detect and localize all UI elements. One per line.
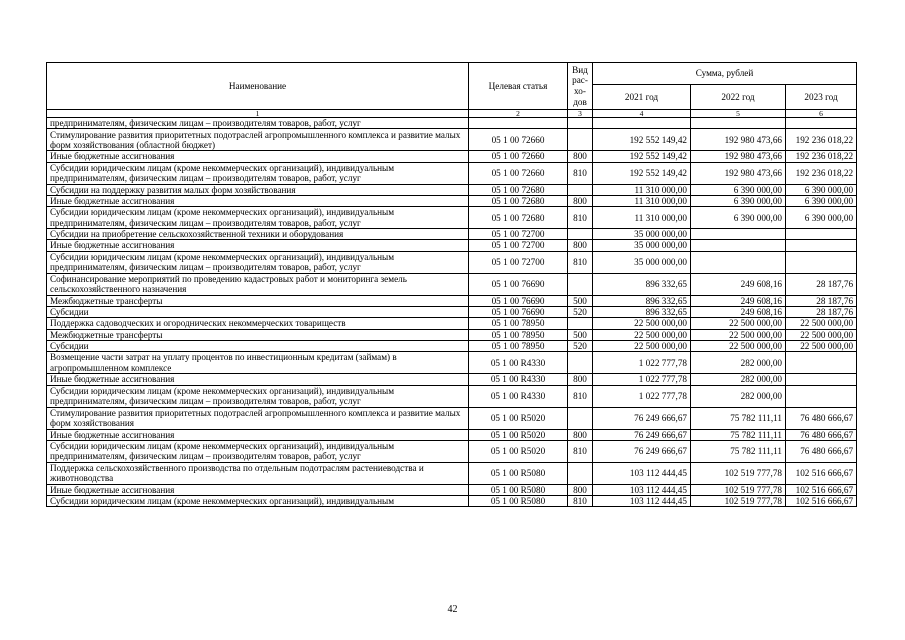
table-row [47,151,857,162]
cell-amount-2021: 1 022 777,78 [593,385,691,407]
cell-expense-type: 520 [568,340,593,351]
cell-expense-type: 500 [568,295,593,306]
budget-table [46,62,857,507]
cell-target-code: 05 1 00 72660 [469,129,568,151]
cell-amount-2023: 192 236 018,22 [786,151,857,162]
cell-name: Межбюджетные трансферты [47,295,469,306]
table-row [47,374,857,385]
cell-amount-2022 [691,118,786,129]
cell-amount-2023 [786,374,857,385]
table-row [47,462,857,484]
table-row [47,496,857,507]
cell-target-code: 05 1 00 R4330 [469,385,568,407]
cell-amount-2023: 22 500 000,00 [786,329,857,340]
cell-target-code: 05 1 00 R4330 [469,374,568,385]
header-2022: 2022 год [691,85,786,110]
cell-expense-type: 800 [568,484,593,495]
cell-amount-2021: 192 552 149,42 [593,129,691,151]
cell-amount-2022: 249 608,16 [691,307,786,318]
cell-expense-type [568,462,593,484]
cell-expense-type: 800 [568,151,593,162]
cell-amount-2022: 22 500 000,00 [691,340,786,351]
cell-expense-type [568,129,593,151]
cell-name: Софинансирование мероприятий по проведению кадастровых работ и мониторинга земель сельскохозяйственного назначения [47,273,469,295]
cell-name: Иные бюджетные ассигнования [47,484,469,495]
cell-amount-2022 [691,251,786,273]
cell-target-code: 05 1 00 R5080 [469,462,568,484]
cell-amount-2021: 1 022 777,78 [593,374,691,385]
cell-amount-2023 [786,251,857,273]
cell-amount-2023: 22 500 000,00 [786,340,857,351]
cell-amount-2023: 102 516 666,67 [786,462,857,484]
cell-expense-type: 810 [568,251,593,273]
cell-amount-2021: 76 249 666,67 [593,440,691,462]
cell-expense-type: 810 [568,385,593,407]
header-2021: 2021 год [593,85,691,110]
cell-target-code: 05 1 00 R5080 [469,496,568,507]
cell-name: Возмещение части затрат на уплату процентов по инвестиционным кредитам (займам) в агропромышленном комплексе [47,352,469,374]
cell-amount-2022: 22 500 000,00 [691,318,786,329]
cell-amount-2023 [786,352,857,374]
cell-amount-2023 [786,240,857,251]
cell-target-code: 05 1 00 78950 [469,329,568,340]
cell-name: Поддержка сельскохозяйственного производства по отдельным подотраслям растениеводства и животноводства [47,462,469,484]
cell-amount-2023: 28 187,76 [786,307,857,318]
cell-expense-type: 800 [568,374,593,385]
table-row [47,407,857,429]
cell-target-code: 05 1 00 R5020 [469,440,568,462]
column-number-row [47,110,857,118]
cell-expense-type [568,118,593,129]
table-row [47,329,857,340]
cell-amount-2021: 22 500 000,00 [593,329,691,340]
table-body [47,118,857,507]
cell-expense-type: 810 [568,162,593,184]
cell-amount-2021: 22 500 000,00 [593,340,691,351]
cell-target-code: 05 1 00 76690 [469,307,568,318]
cell-amount-2023 [786,229,857,240]
table-row [47,273,857,295]
cell-amount-2021: 896 332,65 [593,295,691,306]
cell-name: Межбюджетные трансферты [47,329,469,340]
cell-amount-2021: 11 310 000,00 [593,184,691,195]
cell-amount-2021: 76 249 666,67 [593,429,691,440]
table-row [47,229,857,240]
cell-expense-type: 520 [568,307,593,318]
cell-expense-type: 810 [568,440,593,462]
cell-target-code: 05 1 00 72660 [469,162,568,184]
cell-expense-type [568,273,593,295]
cell-expense-type: 800 [568,195,593,206]
cell-amount-2022: 192 980 473,66 [691,151,786,162]
cell-amount-2023: 102 516 666,67 [786,484,857,495]
cell-name: Иные бюджетные ассигнования [47,374,469,385]
cell-amount-2023: 6 390 000,00 [786,184,857,195]
header-target: Целевая статья [469,63,568,110]
table-row [47,484,857,495]
cell-name: Субсидии на приобретение сельскохозяйственной техники и оборудования [47,229,469,240]
table-row [47,295,857,306]
cell-target-code: 05 1 00 72680 [469,195,568,206]
cell-amount-2022: 282 000,00 [691,374,786,385]
cell-target-code: 05 1 00 78950 [469,340,568,351]
cell-name: предпринимателям, физическим лицам – производителям товаров, работ, услуг [47,118,469,129]
table-row [47,240,857,251]
cell-expense-type [568,352,593,374]
cell-expense-type: 800 [568,240,593,251]
cell-amount-2023: 102 516 666,67 [786,496,857,507]
cell-target-code [469,118,568,129]
cell-target-code: 05 1 00 72680 [469,184,568,195]
cell-amount-2023: 76 480 666,67 [786,429,857,440]
cell-amount-2021: 1 022 777,78 [593,352,691,374]
table-row [47,318,857,329]
cell-amount-2021: 896 332,65 [593,273,691,295]
cell-amount-2023: 28 187,76 [786,295,857,306]
cell-expense-type: 800 [568,429,593,440]
cell-amount-2022: 102 519 777,78 [691,462,786,484]
col-number: 1 [47,110,469,118]
cell-expense-type: 810 [568,496,593,507]
table-row [47,251,857,273]
table-row [47,307,857,318]
cell-amount-2021: 35 000 000,00 [593,240,691,251]
cell-name: Субсидии [47,340,469,351]
cell-target-code: 05 1 00 76690 [469,295,568,306]
cell-expense-type [568,229,593,240]
table-row [47,385,857,407]
col-number: 5 [691,110,786,118]
table-row [47,162,857,184]
cell-amount-2022: 249 608,16 [691,295,786,306]
cell-target-code: 05 1 00 R4330 [469,352,568,374]
cell-amount-2023: 76 480 666,67 [786,440,857,462]
cell-name: Субсидии юридическим лицам (кроме некоммерческих организаций), индивидуальным предпринимателям, физическим лицам – производителям товаров, работ, услуг [47,207,469,229]
cell-amount-2021 [593,118,691,129]
cell-amount-2022 [691,240,786,251]
cell-target-code: 05 1 00 72660 [469,151,568,162]
cell-amount-2021: 103 112 444,45 [593,462,691,484]
cell-name: Иные бюджетные ассигнования [47,429,469,440]
cell-amount-2021: 35 000 000,00 [593,229,691,240]
cell-amount-2021: 192 552 149,42 [593,162,691,184]
cell-amount-2022: 6 390 000,00 [691,207,786,229]
cell-amount-2022: 6 390 000,00 [691,184,786,195]
cell-amount-2022: 102 519 777,78 [691,484,786,495]
cell-amount-2022: 102 519 777,78 [691,496,786,507]
cell-target-code: 05 1 00 72700 [469,229,568,240]
cell-target-code: 05 1 00 72680 [469,207,568,229]
header-name: Наименование [47,63,469,110]
table-row [47,184,857,195]
cell-amount-2021: 76 249 666,67 [593,407,691,429]
cell-amount-2022: 282 000,00 [691,385,786,407]
col-number: 3 [568,110,593,118]
cell-amount-2021: 192 552 149,42 [593,151,691,162]
cell-name: Субсидии юридическим лицам (кроме некоммерческих организаций), индивидуальным предпринимателям, физическим лицам – производителям товаров, работ, услуг [47,162,469,184]
table-row [47,429,857,440]
cell-target-code: 05 1 00 78950 [469,318,568,329]
table-row [47,340,857,351]
cell-amount-2023: 28 187,76 [786,273,857,295]
cell-amount-2022: 75 782 111,11 [691,407,786,429]
cell-name: Субсидии юридическим лицам (кроме некоммерческих организаций), индивидуальным предпринимателям, физическим лицам – производителям товаров, работ, услуг [47,385,469,407]
table-row [47,207,857,229]
cell-amount-2022 [691,229,786,240]
cell-amount-2022: 75 782 111,11 [691,429,786,440]
cell-target-code: 05 1 00 R5080 [469,484,568,495]
table-row [47,352,857,374]
table-row [47,118,857,129]
col-number: 6 [786,110,857,118]
page-number: 42 [447,604,458,615]
cell-amount-2022: 249 608,16 [691,273,786,295]
cell-amount-2022: 22 500 000,00 [691,329,786,340]
cell-expense-type: 500 [568,329,593,340]
cell-expense-type [568,318,593,329]
cell-name: Иные бюджетные ассигнования [47,151,469,162]
header-sum: Сумма, рублей [593,63,857,85]
cell-amount-2023: 192 236 018,22 [786,162,857,184]
col-number: 2 [469,110,568,118]
cell-name: Поддержка садоводческих и огороднических некоммерческих товариществ [47,318,469,329]
cell-amount-2021: 11 310 000,00 [593,207,691,229]
cell-amount-2022: 192 980 473,66 [691,129,786,151]
cell-amount-2021: 35 000 000,00 [593,251,691,273]
cell-amount-2023 [786,118,857,129]
cell-amount-2022: 282 000,00 [691,352,786,374]
cell-expense-type: 810 [568,207,593,229]
cell-name: Субсидии [47,307,469,318]
cell-name: Субсидии юридическим лицам (кроме некоммерческих организаций), индивидуальным [47,496,469,507]
table-row [47,129,857,151]
header-2023: 2023 год [786,85,857,110]
cell-amount-2021: 896 332,65 [593,307,691,318]
cell-amount-2023: 6 390 000,00 [786,207,857,229]
cell-name: Стимулирование развития приоритетных подотраслей агропромышленного комплекса и развитие малых форм хозяйствования (областной бюджет) [47,129,469,151]
cell-amount-2022: 75 782 111,11 [691,440,786,462]
cell-expense-type [568,184,593,195]
cell-amount-2023 [786,385,857,407]
cell-name: Стимулирование развития приоритетных подотраслей агропромышленного комплекса и развитие малых форм хозяйствования [47,407,469,429]
cell-name: Субсидии юридическим лицам (кроме некоммерческих организаций), индивидуальным предпринимателям, физическим лицам – производителям товаров, работ, услуг [47,440,469,462]
cell-name: Иные бюджетные ассигнования [47,195,469,206]
cell-amount-2023: 6 390 000,00 [786,195,857,206]
col-number: 4 [593,110,691,118]
table-row [47,440,857,462]
cell-amount-2021: 22 500 000,00 [593,318,691,329]
table-row [47,195,857,206]
cell-name: Иные бюджетные ассигнования [47,240,469,251]
header-vid: Вид рас- хо- дов [568,63,593,110]
cell-amount-2022: 192 980 473,66 [691,162,786,184]
cell-amount-2022: 6 390 000,00 [691,195,786,206]
cell-amount-2021: 103 112 444,45 [593,496,691,507]
cell-target-code: 05 1 00 76690 [469,273,568,295]
cell-target-code: 05 1 00 72700 [469,251,568,273]
cell-target-code: 05 1 00 72700 [469,240,568,251]
cell-name: Субсидии на поддержку развития малых форм хозяйствования [47,184,469,195]
cell-target-code: 05 1 00 R5020 [469,407,568,429]
cell-amount-2021: 103 112 444,45 [593,484,691,495]
cell-expense-type [568,407,593,429]
cell-name: Субсидии юридическим лицам (кроме некоммерческих организаций), индивидуальным предпринимателям, физическим лицам – производителям товаров, работ, услуг [47,251,469,273]
cell-amount-2021: 11 310 000,00 [593,195,691,206]
cell-amount-2023: 22 500 000,00 [786,318,857,329]
cell-amount-2023: 192 236 018,22 [786,129,857,151]
cell-target-code: 05 1 00 R5020 [469,429,568,440]
cell-amount-2023: 76 480 666,67 [786,407,857,429]
